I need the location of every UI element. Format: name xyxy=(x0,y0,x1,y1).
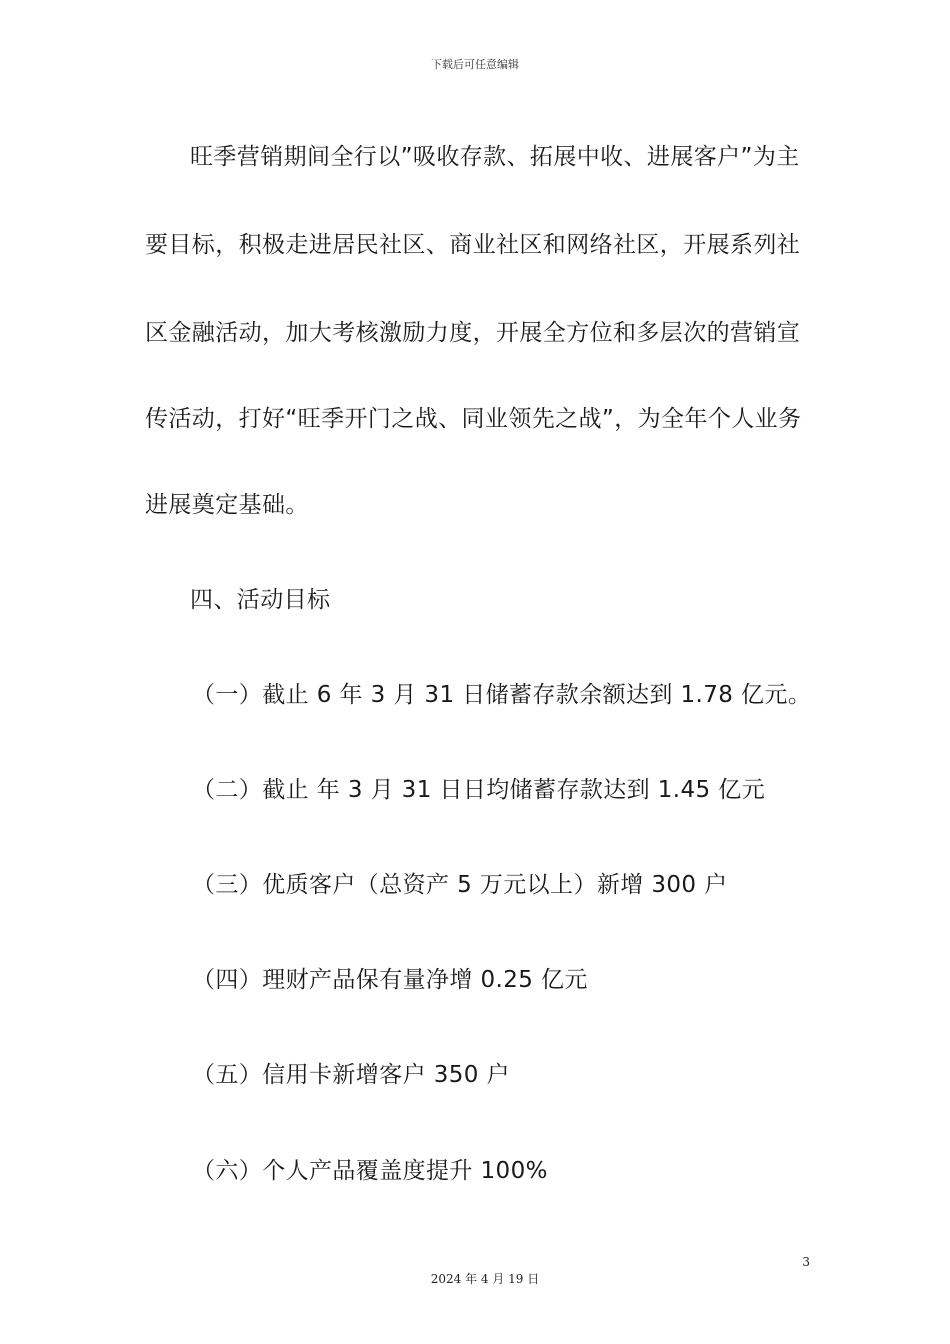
goal-item-1: （一）截止 6 年 3 月 31 日储蓄存款余额达到 1.78 亿元。 xyxy=(192,682,812,708)
page-header-note: 下载后可任意编辑 xyxy=(431,58,519,71)
section-heading: 四、活动目标 xyxy=(190,587,331,613)
paragraph-line-4: 传活动，打好“旺季开门之战、同业领先之战”，为全年个人业务 xyxy=(145,406,802,432)
goal-item-2: （二）截止 年 3 月 31 日日均储蓄存款达到 1.45 亿元 xyxy=(192,777,766,803)
paragraph-line-1: 旺季营销期间全行以”吸收存款、拓展中收、进展客户”为主 xyxy=(190,144,800,170)
goal-item-4: （四）理财产品保有量净增 0.25 亿元 xyxy=(192,967,588,993)
paragraph-line-2: 要目标，积极走进居民社区、商业社区和网络社区，开展系列社 xyxy=(145,232,801,258)
paragraph-line-5: 进展奠定基础。 xyxy=(145,492,309,518)
page-number: 3 xyxy=(802,1255,810,1269)
goal-item-6: （六）个人产品覆盖度提升 100% xyxy=(192,1158,548,1184)
paragraph-line-3: 区金融活动，加大考核激励力度，开展全方位和多层次的营销宣 xyxy=(145,320,801,346)
goal-item-3: （三）优质客户（总资产 5 万元以上）新增 300 户 xyxy=(192,872,728,898)
footer-date: 2024 年 4 月 19 日 xyxy=(430,1272,540,1286)
goal-item-5: （五）信用卡新增客户 350 户 xyxy=(192,1062,510,1088)
